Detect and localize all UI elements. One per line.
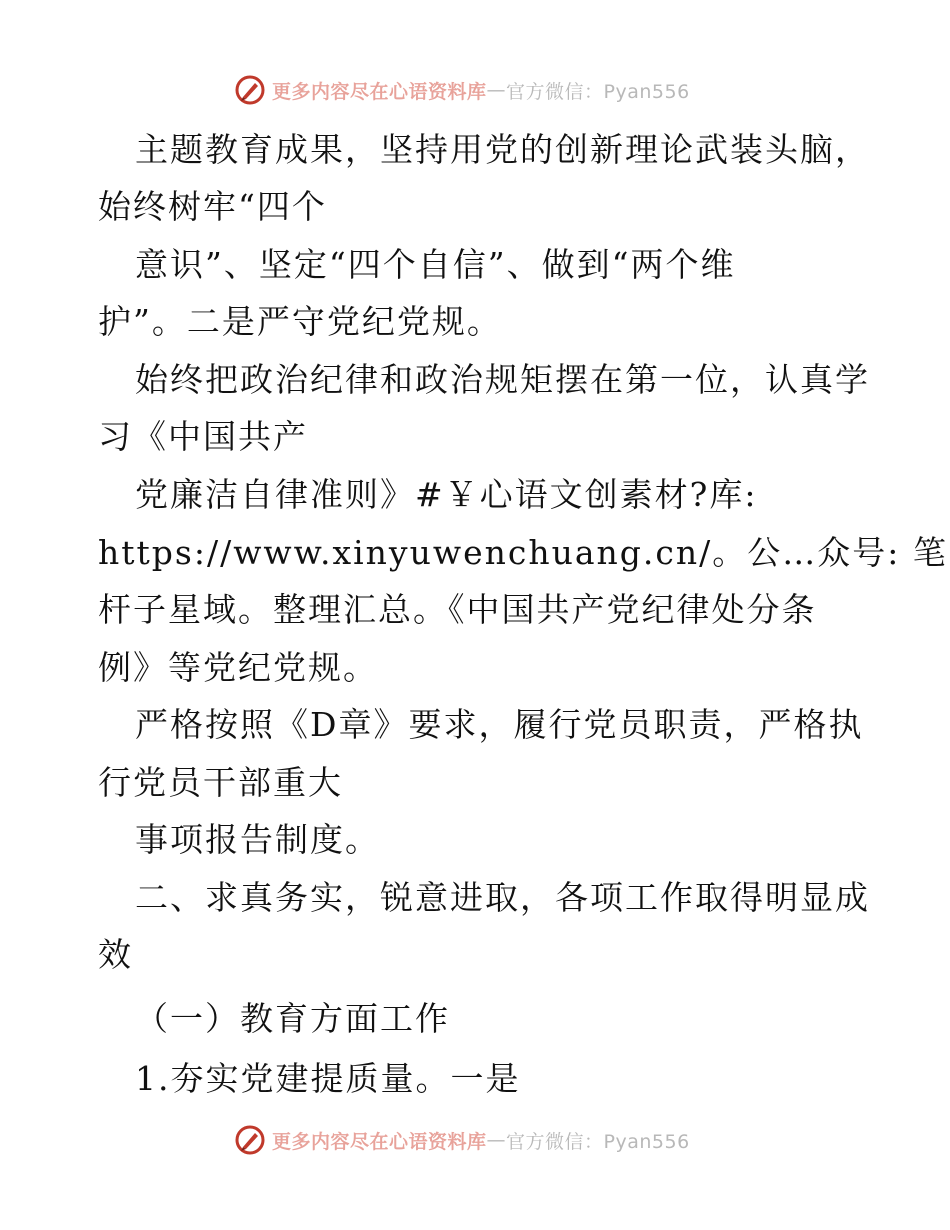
text-line: 杆子星域。整理汇总。《中国共产党纪律处分条 bbox=[98, 590, 817, 629]
pen-logo-icon bbox=[234, 74, 266, 106]
text-line: 始终把政治纪律和政治规矩摆在第一位，认真学 bbox=[135, 360, 870, 399]
header-watermark bbox=[234, 73, 690, 107]
text-line: https://www.xinyuwenchuang.cn/。公…众号: 笔 bbox=[98, 533, 948, 572]
watermark-sub-text: 官方微信：Pyan556 bbox=[506, 1130, 690, 1153]
watermark-sub-text: 官方微信：Pyan556 bbox=[506, 80, 690, 103]
text-line: 效 bbox=[98, 935, 133, 974]
section-heading: （一）教育方面工作 bbox=[135, 999, 450, 1038]
footer-watermark bbox=[234, 1123, 690, 1157]
watermark-dash: — bbox=[486, 1129, 507, 1151]
text-line: 例》等党纪党规。 bbox=[98, 648, 378, 687]
text-line: 意识”、坚定“四个自信”、做到“两个维 bbox=[135, 245, 736, 284]
text-line: 主题教育成果，坚持用党的创新理论武装头脑， bbox=[135, 130, 870, 169]
text-line: 始终树牢“四个 bbox=[98, 187, 327, 226]
pen-logo-icon bbox=[234, 1124, 266, 1156]
text-line: 行党员干部重大 bbox=[98, 763, 343, 802]
text-line: 党廉洁自律准则》#￥心语文创素材?库: bbox=[135, 475, 758, 514]
watermark-main-text: 更多内容尽在心语资料库 bbox=[272, 1130, 487, 1153]
text-line: 严格按照《D章》要求，履行党员职责，严格执 bbox=[135, 705, 864, 744]
text-line: 护”。二是严守党纪党规。 bbox=[98, 302, 502, 341]
watermark-main-text: 更多内容尽在心语资料库 bbox=[272, 80, 487, 103]
text-line: 事项报告制度。 bbox=[135, 820, 380, 859]
text-line: 1.夯实党建提质量。一是 bbox=[135, 1059, 521, 1098]
text-line: 习《中国共产 bbox=[98, 417, 308, 456]
text-line: 二、求真务实，锐意进取，各项工作取得明显成 bbox=[135, 878, 870, 917]
watermark-dash: — bbox=[486, 79, 507, 101]
